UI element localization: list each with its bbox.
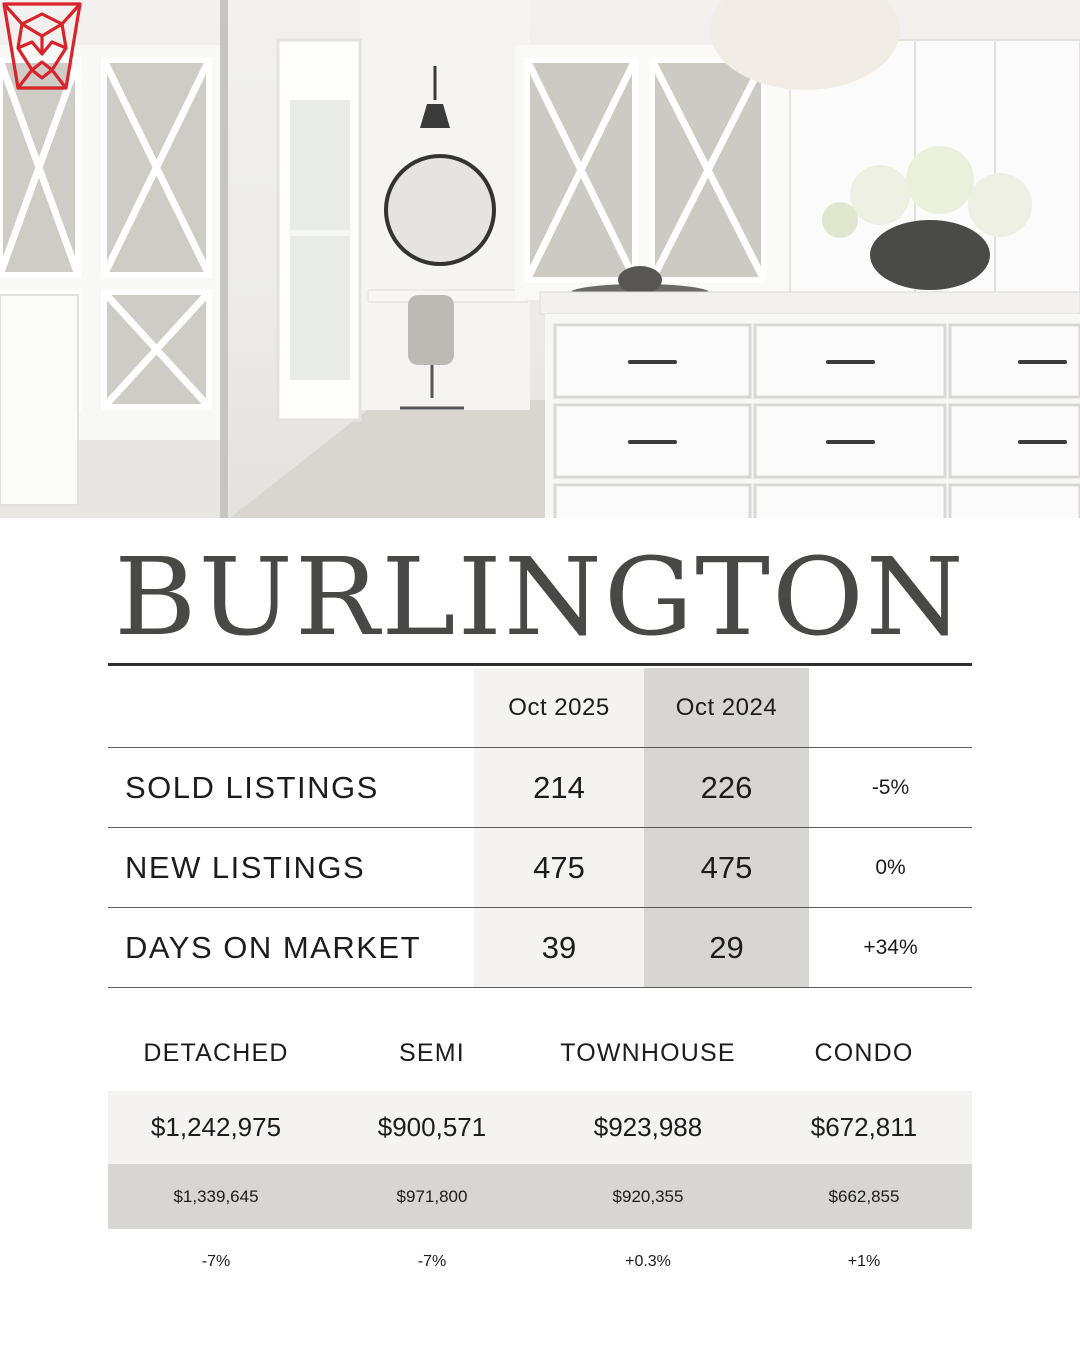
column-header-current: Oct 2025 xyxy=(508,694,610,721)
current-value: 475 xyxy=(533,850,585,885)
change-value: 0% xyxy=(875,856,906,879)
title-divider xyxy=(108,663,972,666)
row-label: NEW LISTINGS xyxy=(125,850,366,885)
previous-price: $662,855 xyxy=(828,1186,900,1206)
previous-prices-row xyxy=(108,1164,972,1229)
price-change: -7% xyxy=(201,1253,231,1270)
page-title: BURLINGTON xyxy=(114,536,966,660)
row-divider xyxy=(108,987,972,988)
price-change-row xyxy=(108,1249,972,1275)
previous-price: $920,355 xyxy=(612,1186,684,1206)
change-value: -5% xyxy=(871,776,910,799)
column-header-previous: Oct 2024 xyxy=(675,694,778,721)
lion-head-shield-icon xyxy=(0,0,84,92)
property-type-name: TOWNHOUSE xyxy=(560,1039,736,1067)
closet-interior-illustration xyxy=(0,0,1080,518)
table-header-row xyxy=(108,668,972,748)
price-change: +0.3% xyxy=(625,1253,671,1270)
previous-price: $971,800 xyxy=(396,1186,468,1206)
previous-price: $1,339,645 xyxy=(173,1186,259,1206)
price-change: +1% xyxy=(847,1253,881,1270)
previous-value: 475 xyxy=(700,850,753,885)
previous-value: 226 xyxy=(700,770,753,805)
change-value: +34% xyxy=(863,936,918,959)
table-row xyxy=(108,908,972,988)
current-prices-row xyxy=(108,1091,972,1164)
row-label: DAYS ON MARKET xyxy=(125,930,422,965)
current-price: $672,811 xyxy=(810,1112,918,1142)
table-row xyxy=(108,748,972,828)
property-type-name: SEMI xyxy=(399,1039,465,1067)
property-type-name: DETACHED xyxy=(143,1039,289,1067)
previous-value: 29 xyxy=(709,930,744,965)
table-row xyxy=(108,828,972,908)
current-price: $900,571 xyxy=(377,1112,487,1142)
property-type-name: CONDO xyxy=(814,1039,914,1067)
hero-photo xyxy=(0,0,1080,518)
current-value: 214 xyxy=(533,770,585,805)
price-change: -7% xyxy=(417,1253,447,1270)
current-price: $1,242,975 xyxy=(150,1112,282,1142)
current-price: $923,988 xyxy=(593,1112,703,1142)
property-type-prices xyxy=(108,1025,972,1305)
property-type-names-row xyxy=(108,1039,972,1075)
row-label: SOLD LISTINGS xyxy=(125,770,379,805)
current-value: 39 xyxy=(541,930,577,965)
market-stats-table xyxy=(108,668,972,988)
